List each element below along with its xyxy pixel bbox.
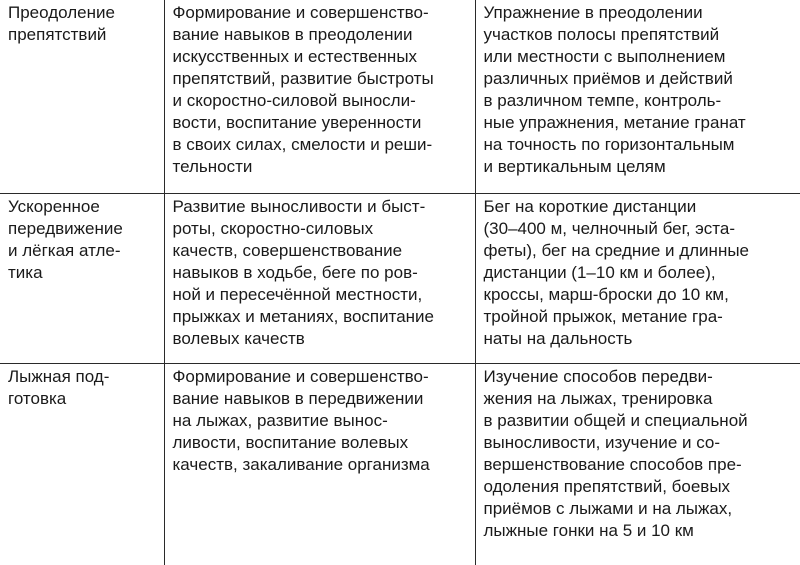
table-row	[0, 363, 800, 565]
tasks-cell: Развитие выносливости и быст- роты, скоростно-силовых качеств, совершенствование навыков в ходьбе, беге по ров- ной и пересечённой местности, прыжках и метаниях, воспитание волевых качеств	[164, 193, 475, 363]
content-cell: Изучение способов передви- жения на лыжах, тренировка в развитии общей и специальной выносливости, изучение и со- вершенствование способов пре- одоления препятствий, боевых приёмов с лыжами и на лыжах, лыжные гонки на 5 и 10 км	[475, 363, 800, 565]
section-cell: Ускоренное передвижение и лёгкая атле- тика	[0, 193, 164, 363]
tasks-cell: Формирование и совершенство- вание навыков в передвижении на лыжах, развитие вынос- ливости, воспитание волевых качеств, закаливание организма	[164, 363, 475, 565]
table-row	[0, 0, 800, 193]
section-cell: Преодоление препятствий	[0, 0, 164, 193]
table-row	[0, 193, 800, 363]
content-cell: Бег на короткие дистанции (30–400 м, челночный бег, эста- феты), бег на средние и длинные дистанции (1–10 км и более), кроссы, марш-броски до 10 км, тройной прыжок, метание гра- наты на дальность	[475, 193, 800, 363]
content-cell: Упражнение в преодолении участков полосы препятствий или местности с выполнением различных приёмов и действий в различном темпе, контроль- ные упражнения, метание гранат на точность по горизонтальным и вертикальным целям	[475, 0, 800, 193]
section-cell: Лыжная под- готовка	[0, 363, 164, 565]
tasks-cell: Формирование и совершенство- вание навыков в преодолении искусственных и естественных препятствий, развитие быстроты и скоростно-силовой выносли- вости, воспитание уверенности в своих силах, смелости и реши- тельности	[164, 0, 475, 193]
